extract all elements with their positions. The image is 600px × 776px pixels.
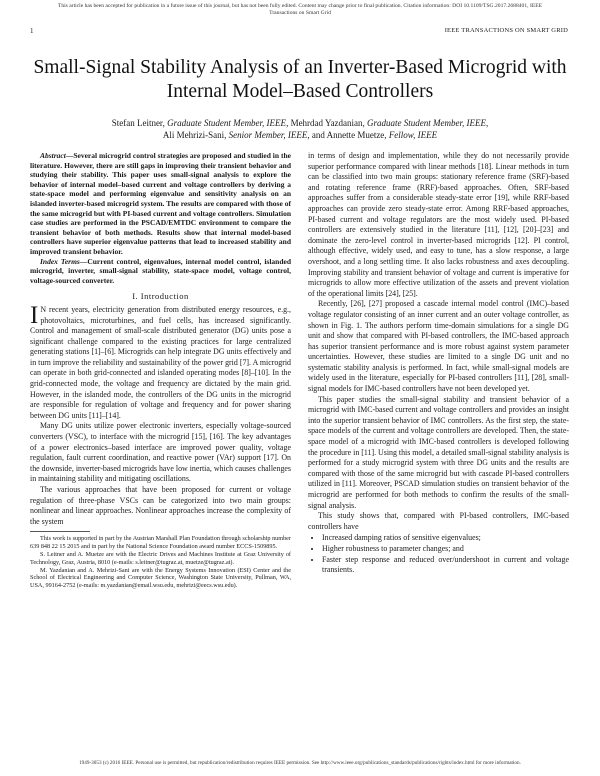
author-mehrizi-sani: Ali Mehrizi-Sani, (162, 130, 229, 140)
footnote-affiliation-wsu: M. Yazdanian and A. Mehrizi-Sani are with the Energy Systems Innovation (ESI) Center and the School of Electrical Engineering and Computer Science, Washington State University, Pullman, WA, USA, 99164-2752 (e-mails: m.yazdanian@email.wsu.edu, mehrizi@eecs.wsu.edu). (30, 566, 291, 590)
author-block (20, 117, 580, 141)
abstract-text: —Several microgrid control strategies are proposed and studied in the literature. However, there are still gaps in improving their transient behavior and studying their stability. This paper uses small-signal analysis to explore the behavior of internal model–based current and voltage controllers by deriving a state-space model and performing eigenvalue and sensitivity analysis on an islanded inverter-based microgrid system. The results are compared with those of the same microgrid but with PI-based current and voltage controllers. Simulation case studies are performed in the PSCAD/EMTDC environment to compare the transient behavior of both methods. Results show that internal model-based controllers have superior eigenvalue patterns that lead to increased stability and improved transient behavior. (30, 151, 291, 256)
author-line-1 (20, 117, 580, 129)
intro-paragraph-1-text: N recent years, electricity generation from distributed energy resources, e.g., photovoltaics, microturbines, and fuel cells, has increased significantly. Control and management of small-scale distributed generator (DG) units pose a significant challenge compared to the existing practices for large centralized generating stations [1]–[6]. Microgrids can help integrate DG units effectively and in turn improve the reliability and sustainability of the power grid [7]. A microgrid can operate in both grid-connected and islanded operating modes [8]–[10]. In the grid-connected mode, the voltage and frequency are dictated by the main grid. However, in the islanded mode, the controllers of the DG units in the microgrid are responsible for regulation of voltage and frequency and for power sharing between DG units [11]–[14]. (30, 304, 291, 420)
list-item: • Increased damping ratios of sensitive eigenvalues; (322, 533, 569, 544)
right-column (308, 151, 569, 576)
body-paragraph-1: in terms of design and implementation, while they do not necessarily provide superior performance compared with linear methods [18]. Linear methods in turn can be classified into two main groups: stationary reference frame (SRF)-based and rotating reference frame (RRF)-based approaches. Often, SRF-based approaches suffer from a considerable steady-state error [19], while RRF-based approaches can provide zero steady-state error. Among RRF-based approaches, PI-based current and voltage regulators are the most widely used. PI-based controllers are extensively studied in the literature [11], [12], [20]–[23] and dominate the zero-level control in inverter-based microgrids [12]. PI control, although effective, widely used, and easy to tune, has a slow response, a large overshoot, and a long settling time. It also lacks robustness and axes decoupling. Improving stability and transient behavior of voltage and current is imperative for microgrids to allow more effective utilization of the assets and prevent violation of the operational limits [24], [25]. (308, 151, 569, 298)
footnote-funding: This work is supported in part by the Austrian Marshall Plan Foundation through scholarship number 639 848 22 15 2015 and in part by the National Science Foundation award number ECCS-1509895. (30, 535, 291, 551)
footnote-rule (30, 531, 90, 532)
copyright-notice: 1949-3053 (c) 2016 IEEE. Personal use is permitted, but republication/redistribution requires IEEE permission. See http://www.ieee.org/publications_standards/publications/rights/index.html for more information. (79, 760, 521, 766)
left-column (30, 151, 291, 590)
drop-cap: I (30, 301, 39, 329)
author-separator: , (486, 118, 489, 128)
body-paragraph-2: Recently, [26], [27] proposed a cascade internal model control (IMC)–based voltage regulator consisting of an inner current and an outer voltage controller, as shown in Fig. 1. The authors perform time-domain simulations for a single DG unit and show that compared with PI-based controllers, the IMC-based approach has superior transient performance and is more robust against system parameter uncertainties. However, these studies are limited to a single DG unit and no systematic stability analysis is performed. In fact, while small-signal models are widely used in the literature, especially for PI-based controllers [11], [28], small-signal models for IMC-based controllers have not been developed yet. (308, 299, 569, 394)
intro-paragraph-3: The various approaches that have been proposed for current or voltage regulation of three-phase VSCs can be categorized into two main groups: nonlinear and linear approaches. Nonlinear approaches increase the complexity of the system (30, 485, 291, 526)
abstract-label: Abstract (40, 151, 66, 160)
author-role: Graduate Student Member, IEEE (367, 118, 487, 128)
author-role: Senior Member, IEEE (228, 130, 308, 140)
author-role: Fellow, IEEE (388, 130, 438, 140)
abstract (30, 151, 291, 257)
list-item: • Faster step response and reduced over/undershoot in current and voltage transients. (322, 555, 569, 576)
author-leitner: Stefan Leitner, (111, 118, 168, 128)
footnote-affiliation-graz: S. Leitner and A. Muetze are with the Electric Drives and Machines Institute at Graz University of Technology, Graz, Austria, 8010 (e-mails: s.leitner@tugraz.at, muetze@tugraz.at). (30, 550, 291, 566)
paper-title: Small-Signal Stability Analysis of an Inverter-Based Microgrid with Internal Model–Based Controllers (33, 57, 567, 102)
index-terms (30, 257, 291, 286)
contribution-list (308, 533, 569, 575)
body-paragraph-4: This study shows that, compared with PI-based controllers, IMC-based controllers have (308, 511, 569, 531)
index-terms-label: Index Terms (40, 256, 80, 266)
author-line-2 (20, 129, 580, 141)
notice-line-1: This article has been accepted for publication in a future issue of this journal, but has not been fully edited. Content may change prior to final publication. Citation information: DOI 10.1109/TSG.2017.2688401, IEEE (57, 3, 543, 9)
publication-notice (0, 3, 600, 17)
intro-paragraph-2: Many DG units utilize power electronic inverters, especially voltage-sourced converters (VSC), to interface with the microgrid [15], [16]. The key advantages of a power electronics–based interface are improved power quality, voltage regulation, fault current coordination, and reactive power (VAr) support [17]. On the downside, inverter-based microgrids have low inertia, which causes challenges in maintaining stability and mitigating oscillations. (30, 421, 291, 484)
section-heading: I. Introduction (132, 291, 189, 302)
list-item: • Higher robustness to parameter changes; and (322, 544, 569, 555)
page-number: 1 (30, 27, 34, 35)
author-yazdanian: , Mehrdad Yazdanian, (286, 118, 368, 128)
author-role: Graduate Student Member, IEEE (167, 118, 287, 128)
index-terms-text: —Current control, eigenvalues, internal model control, islanded microgrid, inverter, small-signal stability, state-space model, voltage control, voltage-sourced converter. (30, 256, 292, 285)
notice-line-2: Transactions on Smart Grid (269, 10, 331, 16)
author-muetze: , and Annette Muetze, (307, 130, 389, 140)
journal-name: IEEE TRANSACTIONS ON SMART GRID (444, 27, 568, 34)
intro-paragraph-1 (30, 301, 291, 422)
body-paragraph-3: This paper studies the small-signal stability and transient behavior of a microgrid with IMC-based current and voltage controllers and provides an insight into the superior transient behavior of IMC controllers. As the first step, the state-space models of the current and voltage controllers are developed. Then, the state-space model of a microgrid with IMC-based controllers is developed following the procedure in [11]. Using this model, a detailed small-signal stability analysis is performed for a study microgrid system with three DG units and the results are compared with those of the same microgrid but with cascade PI-based controllers utilized in [11]. Moreover, PSCAD simulation studies on transient behavior of the microgrid are performed for both methods to confirm the results of the small-signal analysis. (308, 394, 569, 510)
